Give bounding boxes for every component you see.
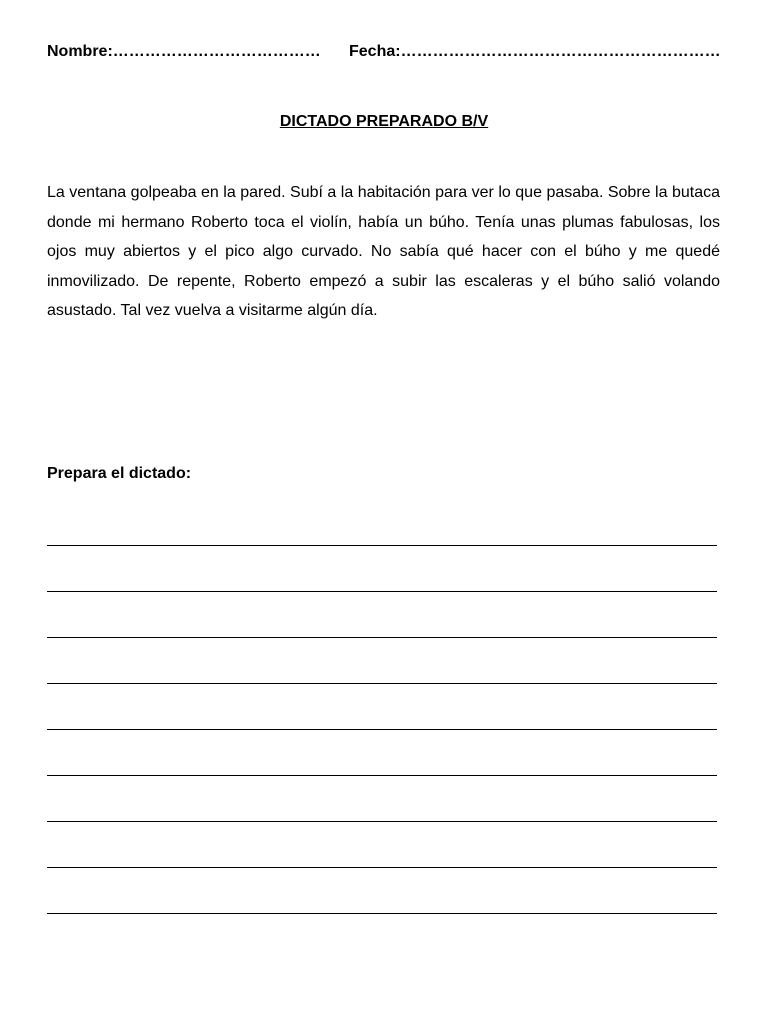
worksheet-title: DICTADO PREPARADO B/V [279,113,489,130]
writing-line-rule [47,775,717,776]
date-field: Fecha:…………………………………………………… [349,43,721,60]
writing-line-rule [47,729,717,730]
writing-line [47,740,717,786]
writing-line [47,510,717,556]
writing-line [47,786,717,832]
writing-line-rule [47,591,717,592]
dictation-text: La ventana golpeaba en la pared. Subí a la habitación para ver lo que pasaba. Sobre la butaca donde mi hermano Roberto toca el violín, había un búho. Tenía unas plumas fabulosas, los ojos muy abiertos y el pico algo curvado. No sabía qué hacer con el búho y me quedé inmovilizado. De repente, Roberto empezó a subir las escaleras y el búho salió volando asustado. Tal vez vuelva a visitarme algún día. [47,184,720,319]
writing-line-rule [47,821,717,822]
writing-line [47,832,717,878]
writing-line-rule [47,867,717,868]
name-field: Nombre:………………………………… [47,43,321,60]
writing-line [47,694,717,740]
writing-line-rule [47,683,717,684]
writing-lines [47,510,717,924]
writing-line-rule [47,913,717,914]
writing-line-rule [47,637,717,638]
writing-line [47,602,717,648]
practice-heading: Prepara el dictado: [47,465,192,482]
writing-line [47,878,717,924]
writing-line [47,556,717,602]
writing-line-rule [47,545,717,546]
writing-line [47,648,717,694]
